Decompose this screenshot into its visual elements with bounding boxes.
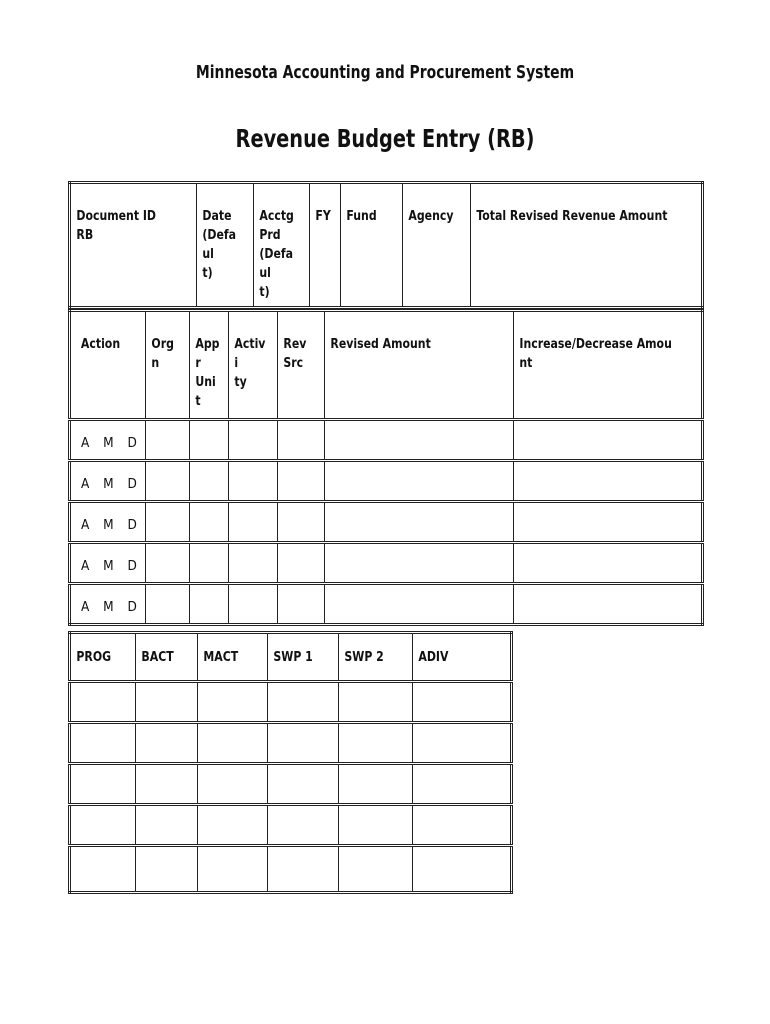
agency-cell[interactable] — [403, 183, 471, 308]
increase-decrease-input[interactable] — [514, 543, 703, 584]
rev-src-input[interactable] — [278, 461, 325, 502]
increase-decrease-input[interactable] — [514, 420, 703, 461]
swp2-input[interactable] — [338, 723, 413, 764]
activity-label: Activi ty — [234, 336, 266, 390]
document-id-cell[interactable] — [70, 183, 197, 308]
adiv-input[interactable] — [413, 764, 512, 805]
orgn-input[interactable] — [146, 461, 190, 502]
activity-input[interactable] — [229, 420, 278, 461]
action-cell[interactable] — [70, 420, 146, 461]
appr-unit-input[interactable] — [190, 502, 229, 543]
acctg-prd-cell[interactable] — [254, 183, 310, 308]
adiv-label: ADIV — [418, 648, 449, 665]
table-row — [70, 584, 703, 625]
activity-input[interactable] — [229, 502, 278, 543]
action-cell[interactable] — [70, 502, 146, 543]
revised-amount-label: Revised Amount — [330, 336, 431, 352]
mact-input[interactable] — [197, 682, 267, 723]
rev-src-input[interactable] — [278, 502, 325, 543]
orgn-input[interactable] — [146, 543, 190, 584]
program-codes-table — [68, 631, 513, 894]
action-options: A M D — [81, 475, 142, 492]
revised-amount-input[interactable] — [325, 543, 514, 584]
appr-unit-input[interactable] — [190, 420, 229, 461]
bact-input[interactable] — [136, 682, 197, 723]
system-title: Minnesota Accounting and Procurement System — [195, 62, 575, 83]
action-header — [70, 311, 146, 420]
adiv-input[interactable] — [413, 723, 512, 764]
table-row — [70, 723, 512, 764]
swp1-header — [268, 633, 338, 682]
mact-label: MACT — [203, 648, 239, 665]
rev-src-input[interactable] — [278, 584, 325, 625]
swp2-header — [338, 633, 413, 682]
table-row — [70, 502, 703, 543]
appr-unit-input[interactable] — [190, 461, 229, 502]
orgn-header — [146, 311, 190, 420]
activity-input[interactable] — [229, 584, 278, 625]
form-title: Revenue Budget Entry (RB) — [235, 124, 535, 153]
increase-decrease-input[interactable] — [514, 502, 703, 543]
prog-input[interactable] — [70, 764, 136, 805]
bact-input[interactable] — [136, 805, 197, 846]
increase-decrease-label: Increase/Decrease Amount — [519, 336, 672, 371]
activity-input[interactable] — [229, 543, 278, 584]
bact-input[interactable] — [136, 846, 197, 893]
total-revised-revenue-cell[interactable] — [471, 183, 703, 308]
swp1-input[interactable] — [268, 846, 338, 893]
fund-cell[interactable] — [341, 183, 403, 308]
prog-input[interactable] — [70, 805, 136, 846]
prog-header — [70, 633, 136, 682]
swp2-input[interactable] — [338, 805, 413, 846]
rev-src-input[interactable] — [278, 420, 325, 461]
orgn-input[interactable] — [146, 502, 190, 543]
table-row — [70, 461, 703, 502]
revised-amount-input[interactable] — [325, 420, 514, 461]
adiv-input[interactable] — [413, 682, 512, 723]
adiv-input[interactable] — [413, 805, 512, 846]
prog-input[interactable] — [70, 723, 136, 764]
total-revised-revenue-label: Total Revised Revenue Amount — [476, 208, 668, 224]
swp1-input[interactable] — [268, 805, 338, 846]
orgn-input[interactable] — [146, 584, 190, 625]
rev-src-label: Rev Src — [283, 336, 307, 371]
document-id-label: Document ID RB — [76, 208, 157, 243]
appr-unit-header — [190, 311, 229, 420]
revised-amount-header — [325, 311, 514, 420]
action-label: Action — [80, 336, 121, 352]
bact-input[interactable] — [136, 764, 197, 805]
swp2-input[interactable] — [338, 682, 413, 723]
appr-unit-input[interactable] — [190, 584, 229, 625]
prog-input[interactable] — [70, 846, 136, 893]
action-cell[interactable] — [70, 461, 146, 502]
adiv-input[interactable] — [413, 846, 512, 893]
rev-src-header — [278, 311, 325, 420]
action-options: A M D — [81, 598, 142, 615]
appr-unit-input[interactable] — [190, 543, 229, 584]
swp1-input[interactable] — [268, 682, 338, 723]
swp1-input[interactable] — [268, 764, 338, 805]
orgn-input[interactable] — [146, 420, 190, 461]
mact-input[interactable] — [197, 764, 267, 805]
mact-input[interactable] — [197, 723, 267, 764]
fund-label: Fund — [346, 208, 377, 224]
activity-header — [229, 311, 278, 420]
table-row — [70, 543, 703, 584]
adiv-header — [413, 633, 512, 682]
activity-input[interactable] — [229, 461, 278, 502]
mact-input[interactable] — [197, 846, 267, 893]
mact-input[interactable] — [197, 805, 267, 846]
table-row — [70, 420, 703, 461]
swp2-input[interactable] — [338, 764, 413, 805]
bact-input[interactable] — [136, 723, 197, 764]
revised-amount-input[interactable] — [325, 584, 514, 625]
swp2-input[interactable] — [338, 846, 413, 893]
table-row — [70, 764, 512, 805]
rev-src-input[interactable] — [278, 543, 325, 584]
swp2-label: SWP 2 — [344, 648, 384, 665]
line-detail-table — [68, 309, 704, 626]
action-cell[interactable] — [70, 543, 146, 584]
action-options: A M D — [81, 434, 142, 451]
fy-cell[interactable] — [310, 183, 341, 308]
document-header-table — [68, 181, 704, 309]
prog-label: PROG — [76, 648, 112, 665]
table-row — [70, 682, 512, 723]
increase-decrease-header — [514, 311, 703, 420]
increase-decrease-input[interactable] — [514, 584, 703, 625]
date-label: Date (Defaul t) — [202, 208, 237, 281]
fy-label: FY — [315, 208, 331, 224]
swp1-label: SWP 1 — [273, 648, 314, 665]
orgn-label: Orgn — [151, 336, 174, 371]
bact-label: BACT — [141, 648, 175, 665]
agency-label: Agency — [408, 208, 454, 224]
prog-input[interactable] — [70, 682, 136, 723]
action-cell[interactable] — [70, 584, 146, 625]
date-cell[interactable] — [197, 183, 254, 308]
table-row — [70, 846, 512, 893]
mact-header — [197, 633, 267, 682]
bact-header — [136, 633, 197, 682]
increase-decrease-input[interactable] — [514, 461, 703, 502]
revised-amount-input[interactable] — [325, 461, 514, 502]
acctg-prd-label: Acctg Prd (Defaul t) — [259, 208, 294, 300]
table-row — [70, 805, 512, 846]
swp1-input[interactable] — [268, 723, 338, 764]
revised-amount-input[interactable] — [325, 502, 514, 543]
action-options: A M D — [81, 516, 142, 533]
action-options: A M D — [81, 557, 142, 574]
appr-unit-label: App r Unit — [195, 336, 220, 409]
